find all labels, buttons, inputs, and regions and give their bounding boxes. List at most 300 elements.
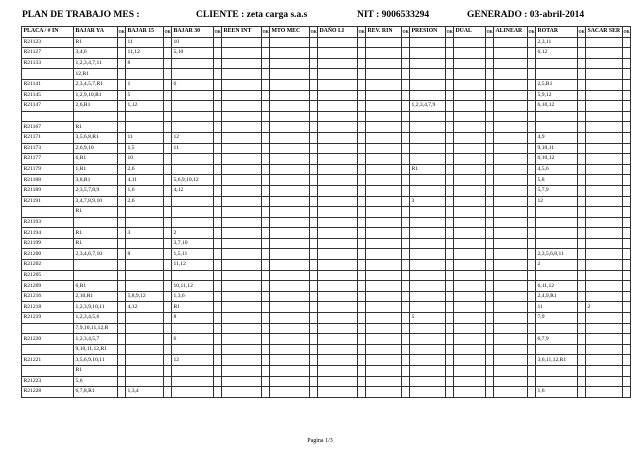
table-cell: [578, 366, 586, 377]
table-row: [22, 366, 631, 377]
table-cell: [410, 175, 446, 186]
table-cell: [578, 154, 586, 165]
table-cell: [528, 58, 536, 69]
table-cell: [623, 154, 631, 165]
table-cell: R21171: [22, 132, 74, 143]
table-cell: [536, 207, 578, 218]
table-cell: 1,R1: [74, 164, 118, 175]
table-cell: [528, 69, 536, 80]
table-cell: [318, 260, 358, 271]
table-row: [22, 164, 631, 175]
table-cell: [164, 175, 172, 186]
table-cell: [486, 334, 494, 345]
table-cell: [318, 122, 358, 133]
table-cell: [494, 175, 528, 186]
table-cell: [222, 302, 262, 313]
table-cell: [486, 270, 494, 281]
table-cell: [494, 281, 528, 292]
table-cell: [270, 270, 310, 281]
table-cell: [126, 323, 164, 334]
table-cell: [446, 238, 454, 249]
table-cell: [310, 291, 318, 302]
table-cell: [118, 313, 126, 324]
table-cell: [262, 291, 270, 302]
table-cell: 3,4,6: [74, 48, 118, 59]
table-cell: [494, 249, 528, 260]
column-header: DUAL: [454, 27, 486, 38]
table-cell: [536, 58, 578, 69]
table-cell: 6: [172, 334, 214, 345]
table-cell: [586, 48, 623, 59]
table-cell: 8: [172, 313, 214, 324]
table-cell: [310, 228, 318, 239]
table-cell: [118, 111, 126, 122]
table-cell: R1: [74, 366, 118, 377]
table-cell: [366, 387, 402, 398]
table-cell: [318, 196, 358, 207]
table-cell: 2: [536, 260, 578, 271]
table-cell: [214, 132, 222, 143]
table-row: [22, 196, 631, 207]
table-cell: 7,9: [536, 313, 578, 324]
table-cell: [446, 58, 454, 69]
table-cell: [366, 366, 402, 377]
table-cell: [310, 344, 318, 355]
table-cell: [270, 122, 310, 133]
table-cell: 11,12: [172, 260, 214, 271]
table-cell: [262, 260, 270, 271]
table-cell: [494, 334, 528, 345]
table-cell: [270, 175, 310, 186]
table-cell: [454, 302, 486, 313]
ok-column-header: OK: [402, 27, 410, 38]
table-cell: [310, 249, 318, 260]
table-cell: [262, 207, 270, 218]
table-cell: [446, 90, 454, 101]
table-cell: [410, 344, 446, 355]
table-row: [22, 313, 631, 324]
table-row: [22, 387, 631, 398]
table-cell: [222, 238, 262, 249]
table-cell: [270, 48, 310, 59]
table-cell: [164, 164, 172, 175]
table-cell: [528, 111, 536, 122]
nit-number: NIT : 9006533294: [357, 10, 430, 20]
table-cell: [366, 185, 402, 196]
table-cell: [402, 69, 410, 80]
table-cell: [318, 175, 358, 186]
table-cell: [270, 207, 310, 218]
table-cell: [318, 302, 358, 313]
table-cell: [22, 111, 74, 122]
table-cell: [262, 270, 270, 281]
table-cell: [358, 366, 366, 377]
table-cell: [318, 387, 358, 398]
table-cell: [164, 101, 172, 112]
table-cell: [494, 48, 528, 59]
table-cell: [164, 143, 172, 154]
table-cell: [402, 132, 410, 143]
table-cell: [262, 185, 270, 196]
table-cell: [164, 196, 172, 207]
table-cell: [118, 302, 126, 313]
table-cell: [536, 111, 578, 122]
table-cell: 3,8,R1: [74, 175, 118, 186]
table-cell: [454, 37, 486, 48]
table-cell: R21228: [22, 387, 74, 398]
table-cell: [318, 313, 358, 324]
table-cell: [410, 185, 446, 196]
table-cell: [222, 111, 262, 122]
table-cell: [222, 323, 262, 334]
table-cell: [536, 122, 578, 133]
table-cell: [172, 376, 214, 387]
table-cell: [318, 69, 358, 80]
table-cell: [366, 58, 402, 69]
column-header: PRESION: [410, 27, 446, 38]
table-cell: [164, 260, 172, 271]
table-row: [22, 217, 631, 228]
table-cell: [402, 291, 410, 302]
table-cell: [22, 344, 74, 355]
table-cell: [262, 69, 270, 80]
table-cell: [578, 387, 586, 398]
table-cell: [454, 185, 486, 196]
table-cell: [126, 69, 164, 80]
table-cell: 1: [126, 79, 164, 90]
table-cell: [222, 164, 262, 175]
table-cell: [402, 90, 410, 101]
table-cell: R1: [74, 207, 118, 218]
table-cell: [454, 323, 486, 334]
table-cell: [164, 334, 172, 345]
table-cell: [366, 249, 402, 260]
column-header: SACAR SER: [586, 27, 623, 38]
table-cell: R21223: [22, 376, 74, 387]
table-cell: [22, 323, 74, 334]
table-cell: [318, 48, 358, 59]
table-cell: [214, 79, 222, 90]
table-cell: [126, 281, 164, 292]
table-cell: [586, 154, 623, 165]
table-cell: 1,6: [536, 387, 578, 398]
table-cell: [310, 313, 318, 324]
table-cell: [586, 185, 623, 196]
table-cell: [623, 355, 631, 366]
table-cell: 11: [172, 143, 214, 154]
table-cell: [214, 249, 222, 260]
table-cell: [623, 313, 631, 324]
table-row: [22, 270, 631, 281]
table-cell: [586, 238, 623, 249]
table-cell: [126, 366, 164, 377]
table-cell: [222, 217, 262, 228]
table-cell: [214, 387, 222, 398]
table-cell: [164, 185, 172, 196]
table-cell: [222, 228, 262, 239]
table-cell: [358, 355, 366, 366]
table-cell: [410, 154, 446, 165]
table-cell: [494, 122, 528, 133]
table-cell: [402, 154, 410, 165]
table-cell: [446, 175, 454, 186]
table-cell: [536, 217, 578, 228]
table-cell: [486, 164, 494, 175]
table-cell: [358, 344, 366, 355]
table-cell: [586, 313, 623, 324]
table-cell: [164, 302, 172, 313]
table-cell: [366, 48, 402, 59]
table-row: [22, 355, 631, 366]
table-cell: [214, 164, 222, 175]
table-cell: [454, 366, 486, 377]
table-cell: [528, 207, 536, 218]
table-cell: [528, 132, 536, 143]
table-cell: [270, 260, 310, 271]
table-cell: [222, 291, 262, 302]
table-cell: [366, 164, 402, 175]
table-cell: [270, 185, 310, 196]
table-cell: [318, 154, 358, 165]
table-cell: [310, 355, 318, 366]
table-cell: [586, 366, 623, 377]
table-cell: R21205: [22, 270, 74, 281]
table-cell: [410, 238, 446, 249]
table-row: [22, 228, 631, 239]
table-cell: [486, 238, 494, 249]
table-cell: [578, 58, 586, 69]
table-row: [22, 79, 631, 90]
table-cell: [318, 58, 358, 69]
table-cell: [578, 37, 586, 48]
table-cell: [402, 281, 410, 292]
table-cell: 2,3,4,6,7,10: [74, 249, 118, 260]
table-cell: [446, 355, 454, 366]
table-cell: [310, 270, 318, 281]
table-cell: [262, 217, 270, 228]
table-cell: [486, 344, 494, 355]
table-cell: R21141: [22, 79, 74, 90]
table-cell: [402, 111, 410, 122]
table-cell: R1: [74, 238, 118, 249]
table-cell: [578, 291, 586, 302]
table-cell: R21221: [22, 355, 74, 366]
table-cell: [358, 111, 366, 122]
table-cell: [222, 101, 262, 112]
table-cell: [172, 164, 214, 175]
table-cell: [222, 344, 262, 355]
table-cell: [222, 175, 262, 186]
table-cell: [494, 355, 528, 366]
table-cell: [402, 101, 410, 112]
table-cell: [454, 313, 486, 324]
table-cell: [454, 90, 486, 101]
table-cell: [528, 228, 536, 239]
table-cell: [446, 323, 454, 334]
table-cell: R21147: [22, 101, 74, 112]
table-cell: [586, 196, 623, 207]
table-cell: 2,6: [126, 196, 164, 207]
table-cell: [222, 58, 262, 69]
table-cell: [310, 238, 318, 249]
table-cell: [358, 143, 366, 154]
table-cell: [366, 281, 402, 292]
table-cell: [446, 291, 454, 302]
table-cell: [262, 101, 270, 112]
table-cell: [270, 37, 310, 48]
table-cell: [446, 48, 454, 59]
table-cell: [164, 270, 172, 281]
table-cell: [494, 323, 528, 334]
ok-column-header: OK: [214, 27, 222, 38]
table-cell: [214, 355, 222, 366]
table-cell: [118, 260, 126, 271]
table-cell: [623, 58, 631, 69]
table-row: [22, 291, 631, 302]
table-cell: [74, 217, 118, 228]
table-body: [22, 37, 631, 397]
column-header: BAJAR YA: [74, 27, 118, 38]
table-cell: [528, 281, 536, 292]
table-cell: [536, 366, 578, 377]
table-cell: [222, 69, 262, 80]
table-cell: [270, 132, 310, 143]
table-cell: [172, 366, 214, 377]
table-cell: [410, 291, 446, 302]
table-cell: 3: [126, 228, 164, 239]
table-cell: R21145: [22, 90, 74, 101]
table-cell: [262, 334, 270, 345]
table-cell: [586, 132, 623, 143]
table-cell: [222, 196, 262, 207]
table-cell: [74, 270, 118, 281]
table-cell: [402, 228, 410, 239]
table-cell: [454, 207, 486, 218]
table-cell: 11,12: [126, 48, 164, 59]
table-cell: [126, 111, 164, 122]
table-cell: [222, 143, 262, 154]
table-cell: 7,9,10,11,12,R: [74, 323, 118, 334]
table-cell: [310, 48, 318, 59]
table-cell: [358, 48, 366, 59]
table-cell: [172, 111, 214, 122]
table-cell: [486, 366, 494, 377]
table-cell: [118, 175, 126, 186]
ok-column-header: OK: [310, 27, 318, 38]
table-cell: R21202: [22, 260, 74, 271]
table-cell: [358, 79, 366, 90]
table-cell: [22, 207, 74, 218]
table-cell: [410, 228, 446, 239]
table-cell: [118, 143, 126, 154]
table-cell: [310, 154, 318, 165]
table-cell: [358, 69, 366, 80]
table-cell: [578, 281, 586, 292]
table-cell: [486, 313, 494, 324]
table-cell: 1,2,3,4,5,7: [74, 334, 118, 345]
table-cell: [528, 366, 536, 377]
table-cell: [494, 270, 528, 281]
table-cell: [366, 207, 402, 218]
table-cell: [623, 344, 631, 355]
table-cell: [494, 154, 528, 165]
column-header: MTO MEC: [270, 27, 310, 38]
table-cell: 6,12: [536, 48, 578, 59]
table-cell: [402, 37, 410, 48]
table-cell: R21167: [22, 122, 74, 133]
table-cell: [446, 366, 454, 377]
table-cell: [270, 79, 310, 90]
table-cell: [318, 207, 358, 218]
table-cell: [126, 260, 164, 271]
table-cell: R1: [74, 228, 118, 239]
table-cell: [410, 79, 446, 90]
table-cell: [118, 291, 126, 302]
table-cell: [578, 90, 586, 101]
table-cell: [366, 238, 402, 249]
table-cell: [586, 323, 623, 334]
table-cell: [578, 344, 586, 355]
table-cell: [486, 260, 494, 271]
table-cell: [222, 313, 262, 324]
table-cell: [164, 376, 172, 387]
table-cell: [623, 37, 631, 48]
table-cell: [358, 101, 366, 112]
table-cell: [586, 376, 623, 387]
table-cell: 1,2,3,4,7,11: [74, 58, 118, 69]
table-cell: [402, 334, 410, 345]
table-cell: [623, 376, 631, 387]
table-cell: [358, 154, 366, 165]
table-cell: [446, 281, 454, 292]
table-cell: [528, 37, 536, 48]
table-cell: [358, 387, 366, 398]
table-row: [22, 48, 631, 59]
table-cell: [402, 58, 410, 69]
page-footer: Pagina 1/3: [307, 438, 333, 444]
ok-column-header: OK: [528, 27, 536, 38]
table-cell: [172, 90, 214, 101]
table-cell: [494, 238, 528, 249]
table-cell: R21209: [22, 281, 74, 292]
table-cell: [318, 323, 358, 334]
table-cell: [164, 281, 172, 292]
table-cell: [486, 217, 494, 228]
table-row: [22, 175, 631, 186]
table-cell: [270, 376, 310, 387]
table-cell: [494, 302, 528, 313]
table-cell: [586, 355, 623, 366]
column-header: ROTAR: [536, 27, 578, 38]
table-cell: 3,7,10: [172, 238, 214, 249]
table-cell: [118, 90, 126, 101]
table-cell: 11: [126, 37, 164, 48]
table-cell: [164, 154, 172, 165]
ok-column-header: OK: [358, 27, 366, 38]
table-cell: [486, 302, 494, 313]
table-cell: [270, 302, 310, 313]
table-row: [22, 111, 631, 122]
table-cell: [118, 48, 126, 59]
table-cell: [586, 79, 623, 90]
table-cell: 9,10,11: [536, 143, 578, 154]
table-cell: [222, 37, 262, 48]
table-cell: [454, 122, 486, 133]
table-cell: [528, 143, 536, 154]
table-cell: [486, 122, 494, 133]
table-cell: [486, 291, 494, 302]
table-cell: [118, 249, 126, 260]
